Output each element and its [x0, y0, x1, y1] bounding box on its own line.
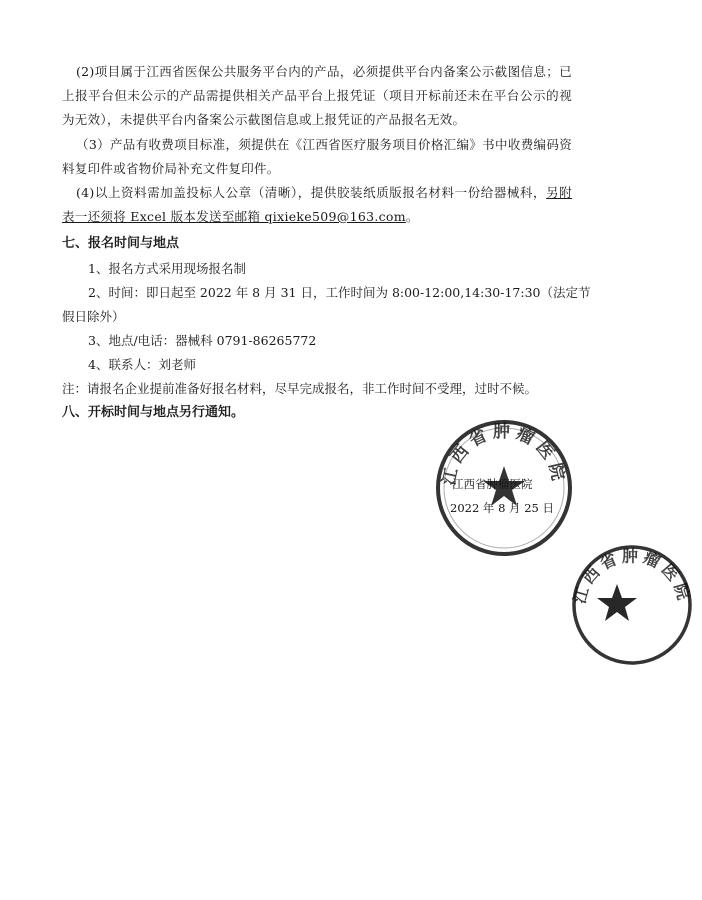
seal-ring-text: 江西省肿瘤医院 [439, 422, 569, 488]
email-instruction: 另附表一还须将 Excel 版本发送至邮箱 qixieke509@163.com [62, 185, 572, 224]
list-item-2: 2、时间：即日起至 2022 年 8 月 31 日，工作时间为 8:00-12:00,14:30-17:30（法定节 [88, 285, 591, 300]
section-8-heading: 八、开标时间与地点另行通知。 [62, 405, 245, 420]
paragraph-2: (2)项目属于江西省医保公共服务平台内的产品，必须提供平台内备案公示截图信息；已上报平台但未公示的产品需提供相关产品平台上报凭证（项目开标前还未在平台公示的视为无效），未提供平台内备案公示截图信息或上报凭证的产品报名无效。 [62, 64, 572, 127]
paragraph-4 [62, 181, 572, 229]
list-item-4: 4、联系人：刘老师 [88, 357, 196, 372]
list-item-1: 1、报名方式采用现场报名制 [88, 261, 246, 276]
list-item-3: 3、地点/电话：器械科 0791-86265772 [88, 333, 317, 348]
edge-seal-graphic [562, 540, 702, 670]
edge-seal [562, 540, 695, 670]
svg-text:江西省肿瘤医院 [569, 546, 694, 606]
signature-date: 2022 年 8 月 25 日 [450, 501, 554, 515]
list-item-2-continued: 假日除外） [62, 309, 125, 324]
edge-seal-star-icon [597, 584, 637, 621]
note: 注：请报名企业提前准备好报名材料，尽早完成报名，非工作时间不受理，过时不候。 [62, 381, 538, 396]
section-7-heading: 七、报名时间与地点 [62, 236, 180, 251]
edge-seal-text: 江西省肿瘤医院 [569, 546, 695, 606]
official-seal [434, 418, 574, 558]
signature-organization: 江西省肿瘤医院 [452, 477, 533, 491]
paragraph-3: （3）产品有收费项目标准，须提供在《江西省医疗服务项目价格汇编》书中收费编码资料复印件或省物价局补充文件复印件。 [62, 137, 572, 176]
paragraph-4-end: 。 [405, 209, 419, 224]
paragraph-4-text: (4)以上资料需加盖投标人公章（清晰），提供胶装纸质版报名材料一份给器械科， [76, 185, 547, 200]
